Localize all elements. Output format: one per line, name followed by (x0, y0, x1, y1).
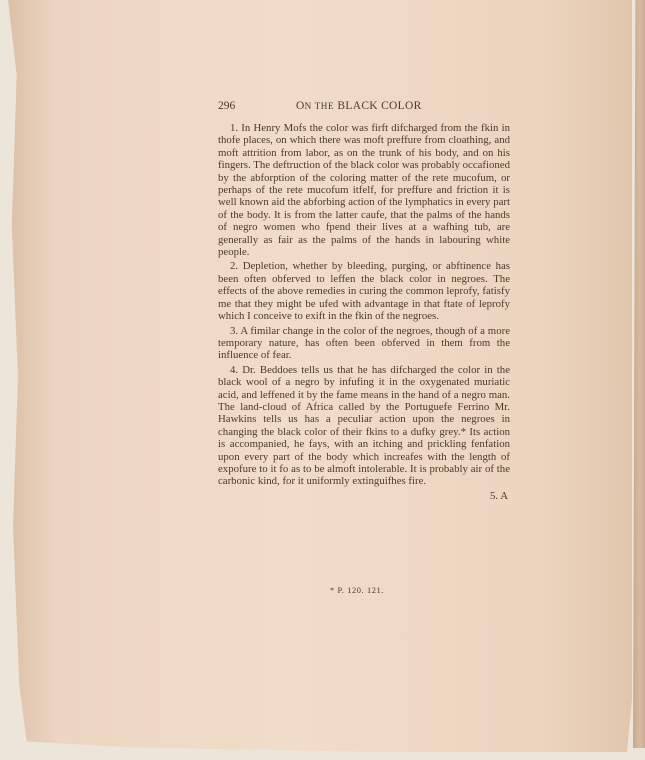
page-number: 296 (218, 100, 236, 112)
paragraph-4: 4. Dr. Beddoes tells us that he has difcharged the color in the black wool of a negro by infufing it in the oxygenated muriatic acid, and leffened it by the fame means in the hand of a negro man. The land-cloud of Africa called by the Portuguefe Ferrino Mr. Hawkins tells us has a peculiar action upon the negroes in changing the black color of their fkins to a dufky grey.* Its action is accompanied, he fays, with an itching and prickling fenfation upon every part of the body which increafes with the length of expofure to it fo as to be almoft intolerable. It is probably air of the carbonic kind, for it uniformly extinguifhes fire. (218, 363, 510, 488)
paragraph-3: 3. A fimilar change in the color of the negroes, though of a more temporary nature, has often been obferved in them from the influence of fear. (218, 324, 510, 362)
footnote: * P. 120. 121. (330, 586, 385, 595)
text-block (218, 100, 510, 502)
paragraph-2: 2. Depletion, whether by bleeding, purging, or abftinence has been often obferved to leffen the black color in negroes. The effects of the above remedies in curing the common leprofy, fatisfy me that they might be ufed with advantage in that ftate of leprofy which I conceive to exift in the fkin of the negroes. (218, 260, 510, 323)
paragraph-1: 1. In Henry Mofs the color was firft difcharged from the fkin in thofe places, on which there was moft preffure from cloathing, and moft attrition from labor, as on the trunk of his body, and on his fingers. The deftruction of the black color was probably occafioned by the abforption of the coloring matter of the rete mucofum, or perhaps of the rete mucofum itfelf, for preffure and friction it is well known aid the abforbing action of the lymphatics in every part of the body. It is from the latter caufe, that the palms of the hands of negro women who fpend their lives at a wafhing tub, are generally as fair as the palms of the hands in labouring white people. (218, 122, 510, 259)
catchword: 5. A (490, 489, 508, 502)
running-title-cap: O (296, 100, 305, 112)
running-title-small: N THE (304, 101, 335, 111)
running-title-main: BLACK COLOR (337, 100, 422, 112)
adjacent-page-edge (633, 0, 645, 748)
running-title (296, 100, 422, 112)
page-header (218, 100, 510, 116)
